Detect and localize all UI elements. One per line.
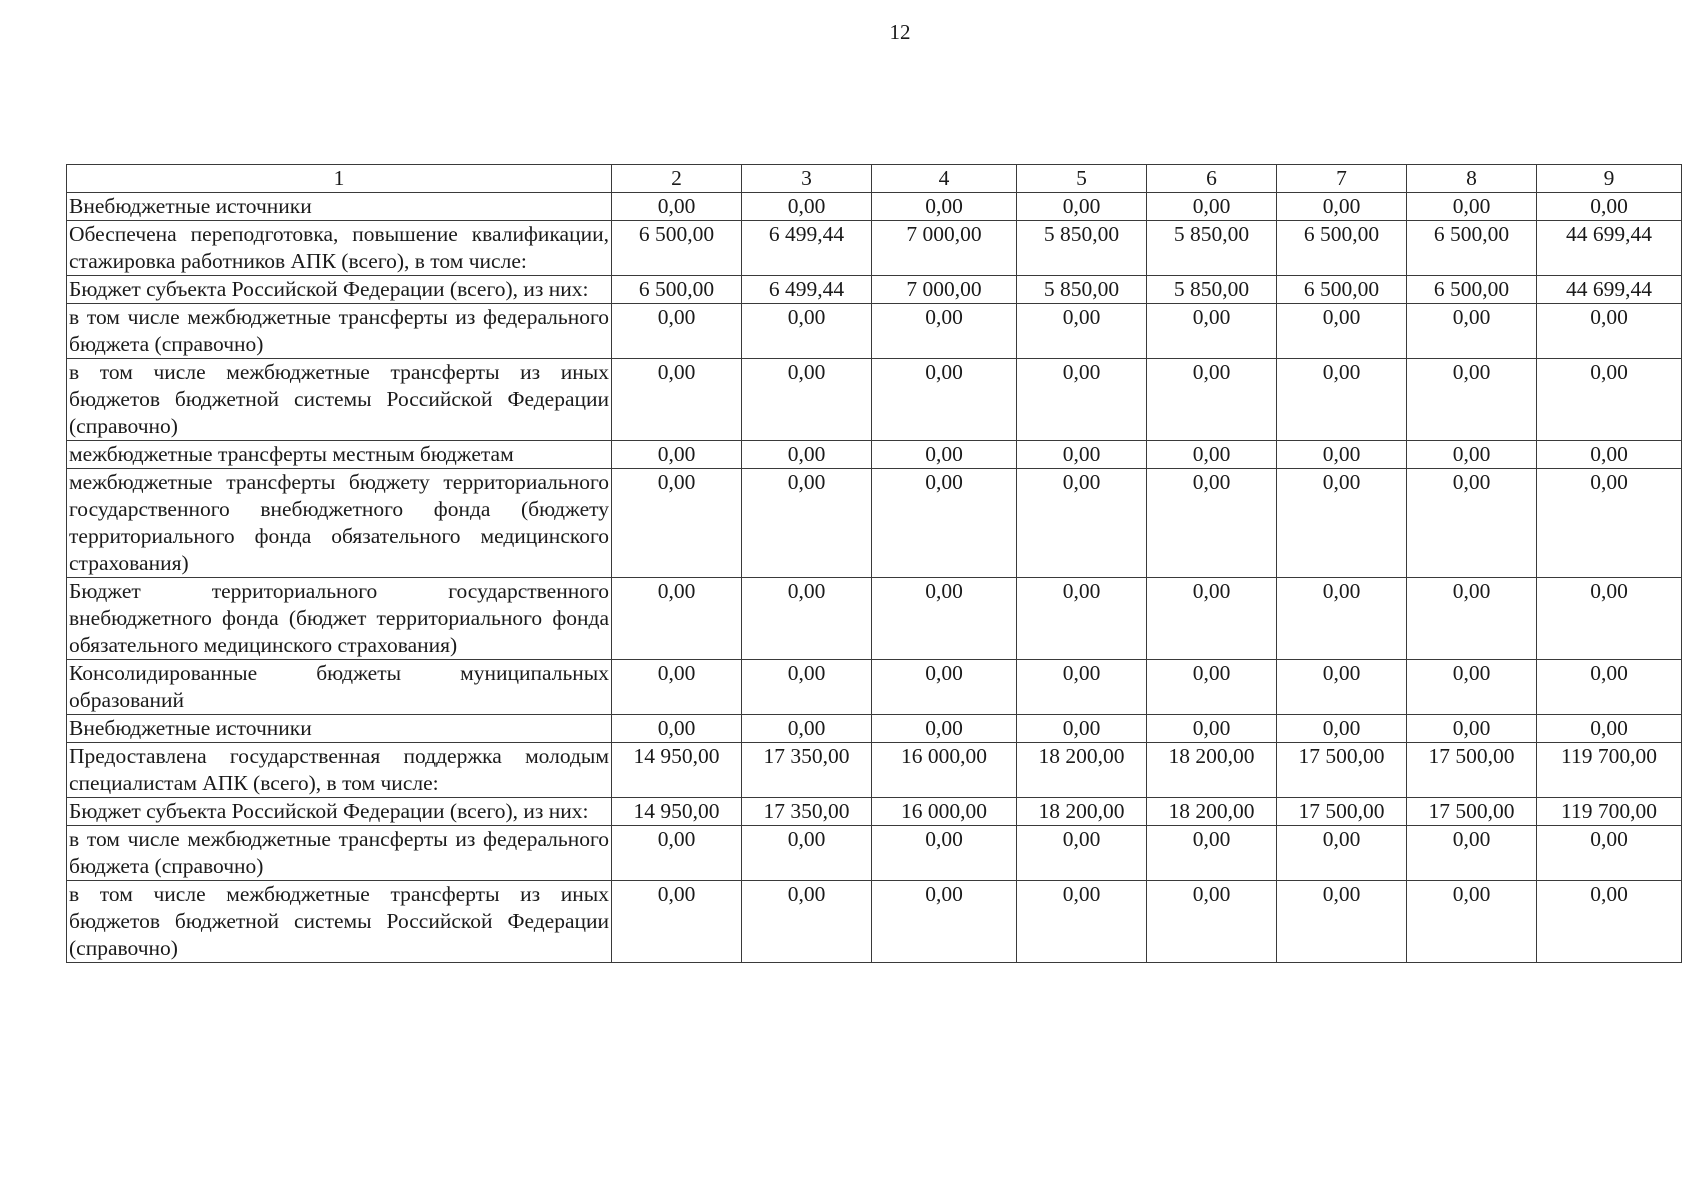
value-cell: 0,00 <box>1147 578 1277 660</box>
value-cell: 0,00 <box>872 881 1017 963</box>
value-cell: 0,00 <box>742 881 872 963</box>
value-cell: 0,00 <box>742 469 872 578</box>
value-cell: 119 700,00 <box>1537 743 1682 798</box>
value-cell: 0,00 <box>1017 193 1147 221</box>
header-cell: 4 <box>872 165 1017 193</box>
value-cell: 0,00 <box>872 193 1017 221</box>
table-row <box>67 359 1682 441</box>
value-cell: 0,00 <box>1147 881 1277 963</box>
header-cell: 8 <box>1407 165 1537 193</box>
table-row <box>67 276 1682 304</box>
row-label: в том числе межбюджетные трансферты из федерального бюджета (справочно) <box>67 304 612 359</box>
value-cell: 0,00 <box>742 826 872 881</box>
value-cell: 0,00 <box>1537 715 1682 743</box>
value-cell: 0,00 <box>1407 881 1537 963</box>
value-cell: 6 500,00 <box>1277 221 1407 276</box>
value-cell: 0,00 <box>1537 359 1682 441</box>
value-cell: 0,00 <box>612 193 742 221</box>
value-cell: 44 699,44 <box>1537 221 1682 276</box>
value-cell: 16 000,00 <box>872 743 1017 798</box>
value-cell: 17 500,00 <box>1277 798 1407 826</box>
value-cell: 0,00 <box>1147 715 1277 743</box>
value-cell: 6 500,00 <box>1407 276 1537 304</box>
value-cell: 0,00 <box>1147 359 1277 441</box>
table-row <box>67 221 1682 276</box>
value-cell: 17 350,00 <box>742 798 872 826</box>
header-cell: 7 <box>1277 165 1407 193</box>
value-cell: 14 950,00 <box>612 743 742 798</box>
value-cell: 0,00 <box>1017 441 1147 469</box>
value-cell: 0,00 <box>1407 441 1537 469</box>
value-cell: 0,00 <box>1537 469 1682 578</box>
value-cell: 0,00 <box>612 578 742 660</box>
value-cell: 0,00 <box>1407 359 1537 441</box>
value-cell: 0,00 <box>1537 881 1682 963</box>
value-cell: 5 850,00 <box>1147 221 1277 276</box>
header-cell: 5 <box>1017 165 1147 193</box>
value-cell: 17 350,00 <box>742 743 872 798</box>
value-cell: 0,00 <box>1147 193 1277 221</box>
value-cell: 0,00 <box>872 359 1017 441</box>
table-row <box>67 469 1682 578</box>
value-cell: 5 850,00 <box>1017 276 1147 304</box>
table-row <box>67 881 1682 963</box>
value-cell: 0,00 <box>1147 826 1277 881</box>
row-label: межбюджетные трансферты бюджету территориального государственного внебюджетного фонда (бюджету территориального фонда обязательного медицинского страхования) <box>67 469 612 578</box>
table-row <box>67 715 1682 743</box>
row-label: Консолидированные бюджеты муниципальных образований <box>67 660 612 715</box>
value-cell: 0,00 <box>742 715 872 743</box>
table-row <box>67 743 1682 798</box>
row-label: Бюджет субъекта Российской Федерации (всего), из них: <box>67 276 612 304</box>
value-cell: 0,00 <box>1017 881 1147 963</box>
value-cell: 0,00 <box>612 469 742 578</box>
value-cell: 0,00 <box>1277 578 1407 660</box>
header-cell: 9 <box>1537 165 1682 193</box>
value-cell: 0,00 <box>1017 715 1147 743</box>
value-cell: 0,00 <box>1537 578 1682 660</box>
value-cell: 17 500,00 <box>1407 798 1537 826</box>
value-cell: 14 950,00 <box>612 798 742 826</box>
value-cell: 0,00 <box>1147 660 1277 715</box>
value-cell: 0,00 <box>1407 826 1537 881</box>
table-row <box>67 826 1682 881</box>
value-cell: 0,00 <box>872 304 1017 359</box>
value-cell: 0,00 <box>872 469 1017 578</box>
table-row <box>67 660 1682 715</box>
row-label: в том числе межбюджетные трансферты из федерального бюджета (справочно) <box>67 826 612 881</box>
row-label: Обеспечена переподготовка, повышение квалификации, стажировка работников АПК (всего), в том числе: <box>67 221 612 276</box>
row-label: межбюджетные трансферты местным бюджетам <box>67 441 612 469</box>
value-cell: 0,00 <box>1407 660 1537 715</box>
row-label: Предоставлена государственная поддержка молодым специалистам АПК (всего), в том числе: <box>67 743 612 798</box>
value-cell: 0,00 <box>612 715 742 743</box>
table-row <box>67 441 1682 469</box>
value-cell: 5 850,00 <box>1147 276 1277 304</box>
row-label: Внебюджетные источники <box>67 193 612 221</box>
value-cell: 0,00 <box>612 441 742 469</box>
value-cell: 0,00 <box>872 715 1017 743</box>
value-cell: 0,00 <box>1407 193 1537 221</box>
value-cell: 6 500,00 <box>1407 221 1537 276</box>
value-cell: 44 699,44 <box>1537 276 1682 304</box>
value-cell: 16 000,00 <box>872 798 1017 826</box>
value-cell: 0,00 <box>612 359 742 441</box>
value-cell: 0,00 <box>612 826 742 881</box>
value-cell: 0,00 <box>1277 304 1407 359</box>
table-row <box>67 193 1682 221</box>
value-cell: 0,00 <box>1537 304 1682 359</box>
value-cell: 6 500,00 <box>612 221 742 276</box>
row-label: в том числе межбюджетные трансферты из иных бюджетов бюджетной системы Российской Федерации (справочно) <box>67 881 612 963</box>
value-cell: 0,00 <box>1407 578 1537 660</box>
value-cell: 0,00 <box>1277 359 1407 441</box>
value-cell: 0,00 <box>1017 660 1147 715</box>
row-label: Бюджет субъекта Российской Федерации (всего), из них: <box>67 798 612 826</box>
value-cell: 7 000,00 <box>872 276 1017 304</box>
value-cell: 17 500,00 <box>1407 743 1537 798</box>
table-row <box>67 304 1682 359</box>
value-cell: 0,00 <box>872 578 1017 660</box>
row-label: Внебюджетные источники <box>67 715 612 743</box>
value-cell: 0,00 <box>1277 826 1407 881</box>
row-label: Бюджет территориального государственного внебюджетного фонда (бюджет территориального фонда обязательного медицинского страхования) <box>67 578 612 660</box>
value-cell: 0,00 <box>742 578 872 660</box>
value-cell: 0,00 <box>1017 359 1147 441</box>
value-cell: 6 499,44 <box>742 221 872 276</box>
budget-table <box>66 164 1682 963</box>
value-cell: 6 499,44 <box>742 276 872 304</box>
value-cell: 18 200,00 <box>1147 798 1277 826</box>
value-cell: 0,00 <box>1017 469 1147 578</box>
value-cell: 0,00 <box>1537 193 1682 221</box>
value-cell: 6 500,00 <box>1277 276 1407 304</box>
value-cell: 0,00 <box>1537 441 1682 469</box>
value-cell: 0,00 <box>742 193 872 221</box>
value-cell: 0,00 <box>1147 304 1277 359</box>
value-cell: 0,00 <box>1017 578 1147 660</box>
value-cell: 0,00 <box>872 826 1017 881</box>
value-cell: 0,00 <box>1407 469 1537 578</box>
value-cell: 17 500,00 <box>1277 743 1407 798</box>
value-cell: 6 500,00 <box>612 276 742 304</box>
row-label: в том числе межбюджетные трансферты из иных бюджетов бюджетной системы Российской Федерации (справочно) <box>67 359 612 441</box>
value-cell: 0,00 <box>612 660 742 715</box>
value-cell: 0,00 <box>872 441 1017 469</box>
value-cell: 0,00 <box>1277 469 1407 578</box>
value-cell: 0,00 <box>1277 715 1407 743</box>
value-cell: 0,00 <box>1017 304 1147 359</box>
value-cell: 0,00 <box>1407 715 1537 743</box>
header-cell: 6 <box>1147 165 1277 193</box>
value-cell: 18 200,00 <box>1017 743 1147 798</box>
table-row <box>67 578 1682 660</box>
value-cell: 0,00 <box>742 441 872 469</box>
page-number: 12 <box>889 20 911 44</box>
value-cell: 0,00 <box>742 660 872 715</box>
value-cell: 0,00 <box>742 359 872 441</box>
value-cell: 18 200,00 <box>1017 798 1147 826</box>
header-cell: 1 <box>67 165 612 193</box>
value-cell: 0,00 <box>742 304 872 359</box>
value-cell: 0,00 <box>1537 826 1682 881</box>
value-cell: 119 700,00 <box>1537 798 1682 826</box>
value-cell: 18 200,00 <box>1147 743 1277 798</box>
value-cell: 0,00 <box>1277 193 1407 221</box>
value-cell: 0,00 <box>1277 660 1407 715</box>
value-cell: 0,00 <box>612 881 742 963</box>
table-header-row <box>67 165 1682 193</box>
value-cell: 0,00 <box>1017 826 1147 881</box>
value-cell: 0,00 <box>1147 441 1277 469</box>
value-cell: 5 850,00 <box>1017 221 1147 276</box>
value-cell: 0,00 <box>872 660 1017 715</box>
table-body <box>67 165 1682 963</box>
value-cell: 0,00 <box>1407 304 1537 359</box>
value-cell: 0,00 <box>1147 469 1277 578</box>
value-cell: 0,00 <box>612 304 742 359</box>
header-cell: 3 <box>742 165 872 193</box>
table-row <box>67 798 1682 826</box>
value-cell: 0,00 <box>1277 881 1407 963</box>
value-cell: 0,00 <box>1277 441 1407 469</box>
value-cell: 0,00 <box>1537 660 1682 715</box>
value-cell: 7 000,00 <box>872 221 1017 276</box>
header-cell: 2 <box>612 165 742 193</box>
